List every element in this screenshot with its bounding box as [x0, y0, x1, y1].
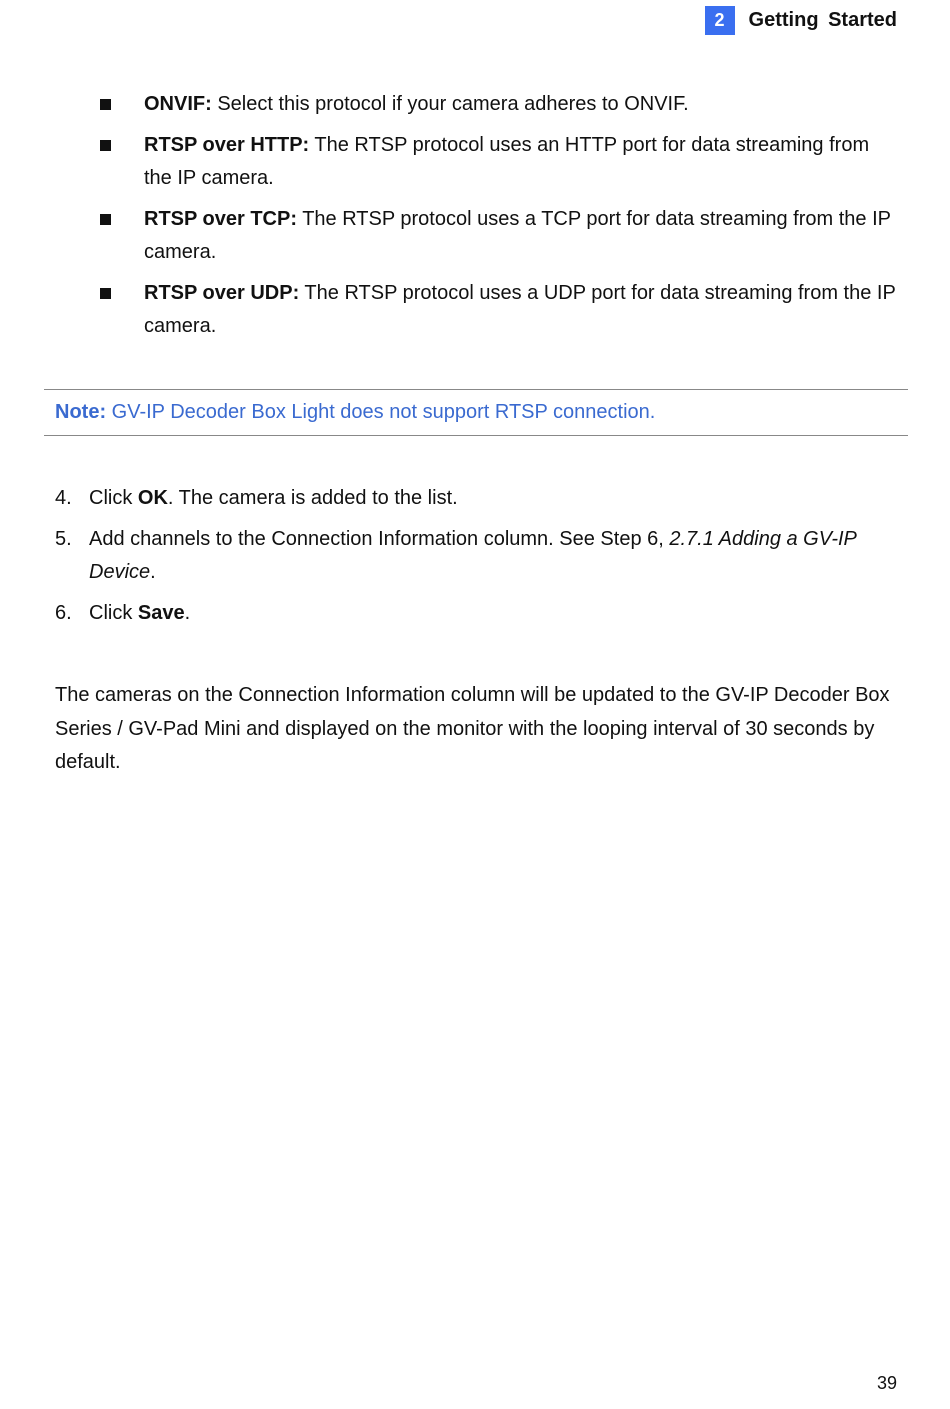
bullet-term: ONVIF:	[144, 93, 212, 115]
step-list	[55, 482, 895, 638]
bullet-term: RTSP over TCP:	[144, 208, 297, 230]
square-bullet-icon	[100, 214, 111, 225]
note-text: GV-IP Decoder Box Light does not support RTSP connection.	[106, 401, 656, 423]
step-text: Click	[89, 602, 138, 624]
step-number: 4.	[55, 487, 72, 509]
list-item	[100, 203, 900, 269]
bullet-text: The RTSP protocol uses a UDP port for data streaming from the IP camera.	[144, 282, 896, 337]
step-item	[55, 482, 895, 515]
cross-reference: 2.7.1 Adding a GV-IP Device	[89, 528, 857, 583]
chapter-number-badge: 2	[705, 6, 735, 35]
step-text: Add channels to the Connection Information column. See Step 6,	[89, 528, 670, 550]
step-bold-text: Save	[137, 602, 185, 624]
note-label: Note:	[55, 401, 107, 423]
list-item	[100, 129, 900, 195]
square-bullet-icon	[100, 140, 111, 151]
bullet-term: RTSP over HTTP:	[144, 134, 310, 156]
protocol-list	[100, 88, 900, 351]
bullet-term: RTSP over UDP:	[144, 282, 300, 304]
step-text-end: .	[184, 602, 191, 624]
list-item	[100, 88, 900, 121]
note-box	[44, 389, 908, 436]
step-number: 5.	[55, 528, 72, 550]
step-bold-text: OK	[137, 487, 168, 509]
square-bullet-icon	[100, 99, 111, 110]
square-bullet-icon	[100, 288, 111, 299]
chapter-title: Getting Started	[748, 9, 897, 31]
bullet-text: The RTSP protocol uses a TCP port for data streaming from the IP camera.	[144, 208, 891, 263]
list-item	[100, 277, 900, 343]
summary-paragraph: The cameras on the Connection Information column will be updated to the GV-IP Decoder Box Series / GV-Pad Mini and displayed on the monitor with the looping interval of 30 seconds by default.	[55, 684, 890, 773]
page-header	[705, 6, 897, 35]
step-text-end: .	[150, 561, 156, 583]
step-item	[55, 523, 895, 589]
bullet-text: Select this protocol if your camera adheres to ONVIF.	[211, 93, 689, 115]
page-number: 39	[876, 1373, 897, 1393]
step-text-end: . The camera is added to the list.	[167, 487, 458, 509]
step-number: 6.	[55, 602, 72, 624]
step-text: Click	[89, 487, 138, 509]
step-item	[55, 597, 895, 630]
bullet-text: The RTSP protocol uses an HTTP port for data streaming from the IP camera.	[144, 134, 870, 189]
